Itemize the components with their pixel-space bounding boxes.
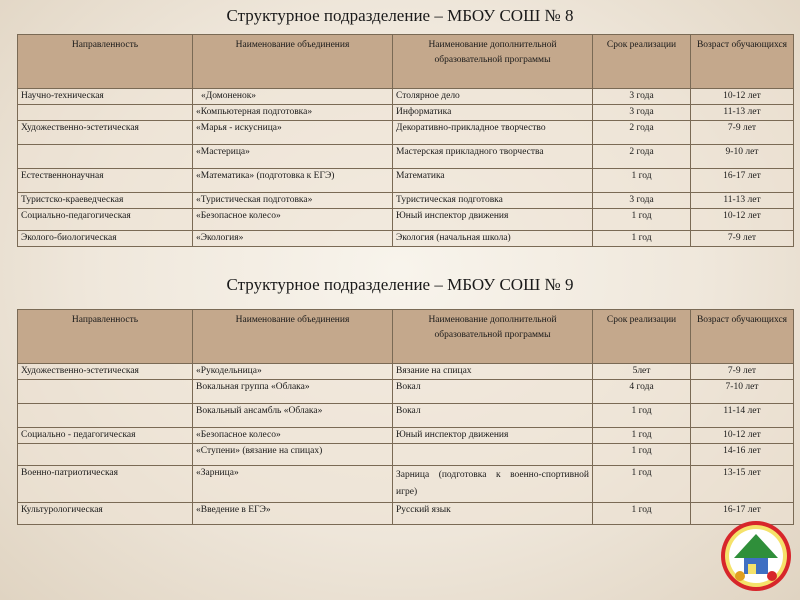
- cell-association: Вокальный ансамбль «Облака»: [193, 404, 393, 428]
- cell-association: «Зарница»: [193, 466, 393, 503]
- cell-program: Экология (начальная школа): [393, 231, 593, 247]
- cell-program: Математика: [393, 169, 593, 193]
- cell-direction: Художественно-эстетическая: [18, 364, 193, 380]
- cell-program: Вязание на спицах: [393, 364, 593, 380]
- cell-association: «Марья - искусница»: [193, 121, 393, 145]
- table-row: [18, 503, 794, 525]
- cell-association: «Математика» (подготовка к ЕГЭ): [193, 169, 393, 193]
- table-row: [18, 105, 794, 121]
- cell-age: 13-15 лет: [691, 466, 794, 503]
- cell-age: 7-9 лет: [691, 364, 794, 380]
- table-row: [18, 169, 794, 193]
- cell-program: Зарница (подготовка к военно-спортивной игре): [393, 466, 593, 503]
- cell-association: «Рукодельница»: [193, 364, 393, 380]
- cell-age: 16-17 лет: [691, 169, 794, 193]
- cell-duration: 1 год: [593, 503, 691, 525]
- table-row: [18, 404, 794, 428]
- cell-age: 11-13 лет: [691, 193, 794, 209]
- cell-association: «Безопасное колесо»: [193, 428, 393, 444]
- table-row: [18, 89, 794, 105]
- cell-age: 7-10 лет: [691, 380, 794, 404]
- cell-association: «Мастерица»: [193, 145, 393, 169]
- header-direction: Направленность: [18, 310, 193, 364]
- cell-duration: 1 год: [593, 444, 691, 466]
- cell-direction: Художественно-эстетическая: [18, 121, 193, 145]
- cell-association: «Компьютерная подготовка»: [193, 105, 393, 121]
- header-program-name: Наименование дополнительной образовательной программы: [393, 35, 593, 89]
- cell-duration: 1 год: [593, 169, 691, 193]
- table-row: [18, 209, 794, 231]
- cell-program: [393, 444, 593, 466]
- cell-age: 9-10 лет: [691, 145, 794, 169]
- cell-age: 10-12 лет: [691, 209, 794, 231]
- cell-age: 11-14 лет: [691, 404, 794, 428]
- table-row: [18, 121, 794, 145]
- table-row: [18, 444, 794, 466]
- cell-duration: 3 года: [593, 193, 691, 209]
- cell-duration: 1 год: [593, 466, 691, 503]
- table-header-row: [18, 310, 794, 364]
- cell-association: Вокальная группа «Облака»: [193, 380, 393, 404]
- section-title-school-8: Структурное подразделение – МБОУ СОШ № 8: [226, 6, 574, 25]
- table-row: [18, 145, 794, 169]
- table-row: [18, 193, 794, 209]
- cell-age: 16-17 лет: [691, 503, 794, 525]
- cell-age: 10-12 лет: [691, 428, 794, 444]
- cell-duration: 3 года: [593, 105, 691, 121]
- cell-program: Юный инспектор движения: [393, 209, 593, 231]
- header-duration: Срок реализации: [593, 35, 691, 89]
- header-duration: Срок реализации: [593, 310, 691, 364]
- cell-association: «Ступени» (вязание на спицах): [193, 444, 393, 466]
- table-row: [18, 231, 794, 247]
- cell-program: Вокал: [393, 404, 593, 428]
- table-row: [18, 428, 794, 444]
- cell-direction: Туристско-краеведческая: [18, 193, 193, 209]
- cell-age: 10-12 лет: [691, 89, 794, 105]
- cell-association: «Домоненок»: [193, 89, 393, 105]
- cell-association: «Экология»: [193, 231, 393, 247]
- table-header-row: [18, 35, 794, 89]
- cell-program: Вокал: [393, 380, 593, 404]
- cell-duration: 1 год: [593, 428, 691, 444]
- table-row: [18, 380, 794, 404]
- cell-direction: [18, 444, 193, 466]
- header-direction: Направленность: [18, 35, 193, 89]
- cell-program: Столярное дело: [393, 89, 593, 105]
- cell-direction: Военно-патриотическая: [18, 466, 193, 503]
- cell-age: 7-9 лет: [691, 231, 794, 247]
- cell-association: «Безопасное колесо»: [193, 209, 393, 231]
- cell-direction: Культурологическая: [18, 503, 193, 525]
- cell-direction: [18, 404, 193, 428]
- cell-age: 11-13 лет: [691, 105, 794, 121]
- cell-duration: 5лет: [593, 364, 691, 380]
- school-emblem-logo: [720, 520, 792, 592]
- cell-program: Информатика: [393, 105, 593, 121]
- cell-duration: 1 год: [593, 209, 691, 231]
- cell-duration: 1 год: [593, 231, 691, 247]
- cell-direction: Эколого-биологическая: [18, 231, 193, 247]
- cell-duration: 3 года: [593, 89, 691, 105]
- header-age: Возраст обучающихся: [691, 35, 794, 89]
- cell-association: «Введение в ЕГЭ»: [193, 503, 393, 525]
- cell-direction: [18, 380, 193, 404]
- cell-direction: [18, 145, 193, 169]
- cell-direction: Социально-педагогическая: [18, 209, 193, 231]
- header-association-name: Наименование объединения: [193, 35, 393, 89]
- cell-program: Русский язык: [393, 503, 593, 525]
- section-title-school-9: Структурное подразделение – МБОУ СОШ № 9: [226, 275, 574, 294]
- programs-table-school-9: [17, 309, 794, 525]
- header-program-name: Наименование дополнительной образовательной программы: [393, 310, 593, 364]
- cell-direction: Естественнонаучная: [18, 169, 193, 193]
- cell-direction: Социально - педагогическая: [18, 428, 193, 444]
- cell-program: Декоративно-прикладное творчество: [393, 121, 593, 145]
- cell-program: Юный инспектор движения: [393, 428, 593, 444]
- cell-age: 14-16 лет: [691, 444, 794, 466]
- table-row: [18, 466, 794, 503]
- cell-program: Мастерская прикладного творчества: [393, 145, 593, 169]
- cell-age: 7-9 лет: [691, 121, 794, 145]
- cell-duration: 4 года: [593, 380, 691, 404]
- programs-table-school-8: [17, 34, 794, 247]
- cell-program: Туристическая подготовка: [393, 193, 593, 209]
- header-association-name: Наименование объединения: [193, 310, 393, 364]
- cell-direction: [18, 105, 193, 121]
- cell-duration: 2 года: [593, 121, 691, 145]
- header-age: Возраст обучающихся: [691, 310, 794, 364]
- cell-association: «Туристическая подготовка»: [193, 193, 393, 209]
- table-row: [18, 364, 794, 380]
- cell-duration: 2 года: [593, 145, 691, 169]
- cell-direction: Научно-техническая: [18, 89, 193, 105]
- cell-duration: 1 год: [593, 404, 691, 428]
